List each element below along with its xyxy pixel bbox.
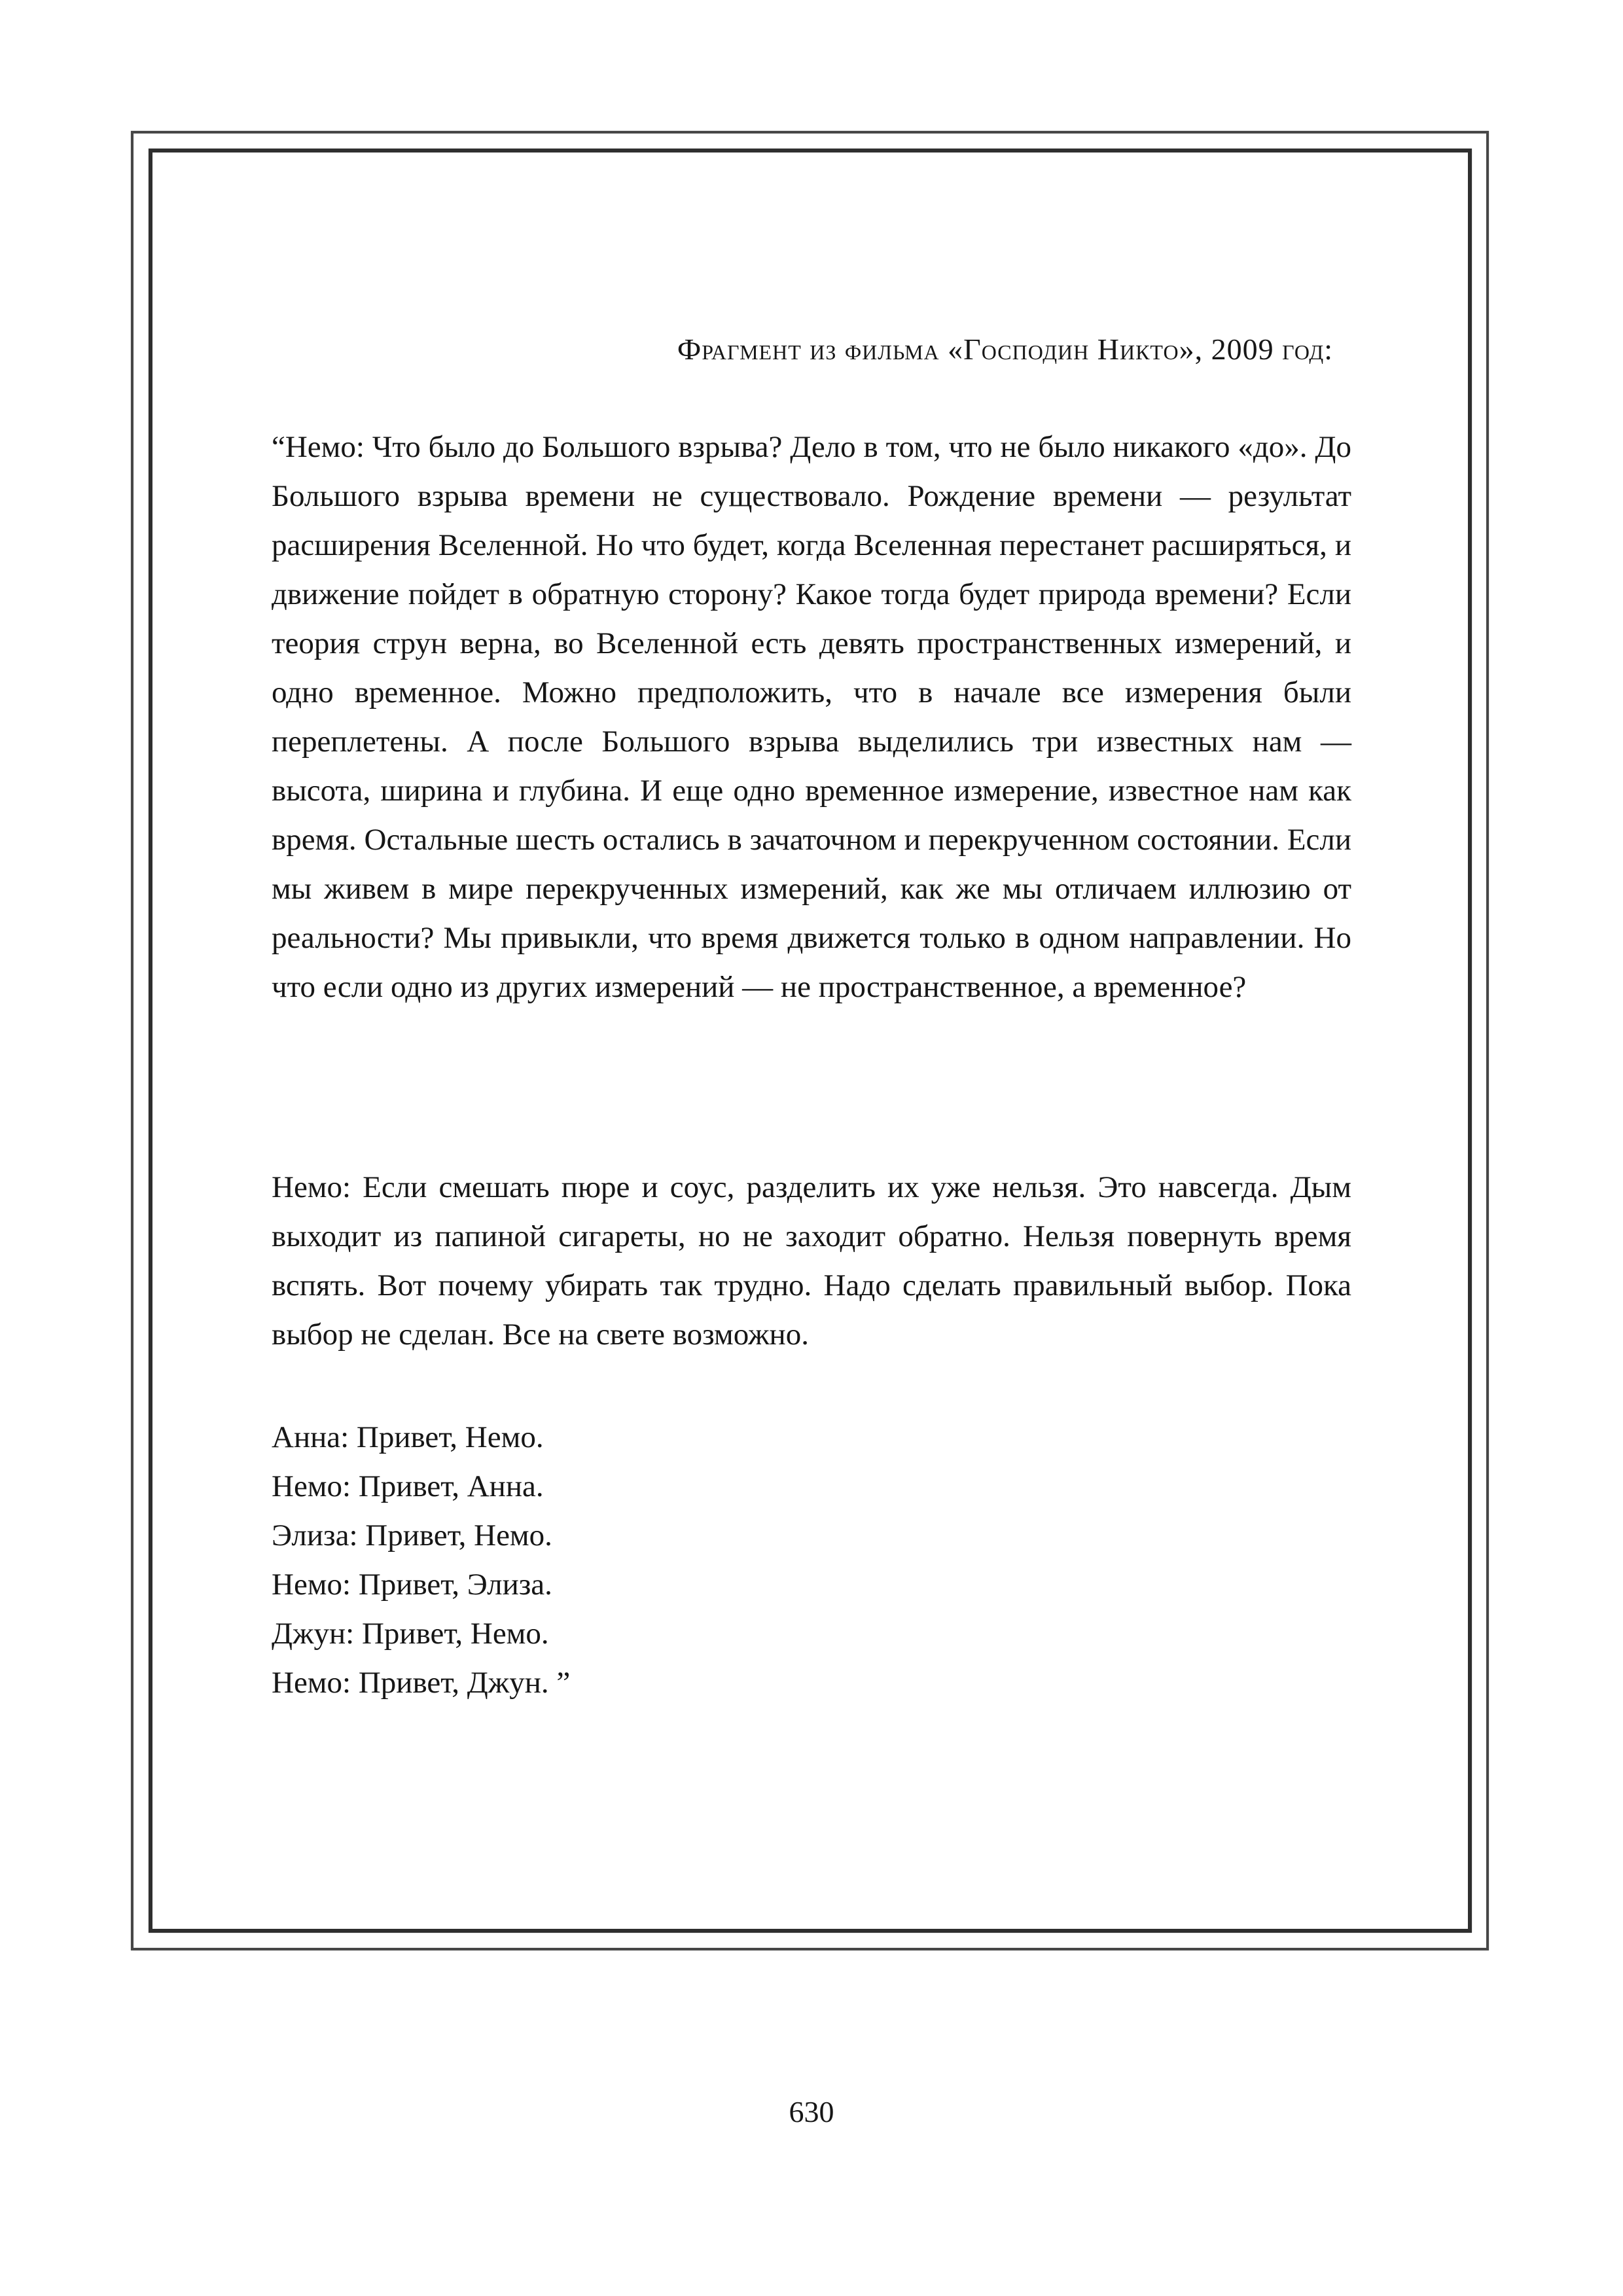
body-paragraph-monologue-1: “Немо: Что было до Большого взрыва? Дело в том, что не было никакого «до». До Большого взрыва времени не существовало. Рождение времени — результат расширения Вселенной. Но что будет, когда Вселенная перестанет расширяться, и движение пойдет в обратную сторону? Какое тогда будет природа времени? Если теория струн верна, во Вселенной есть девять пространственных измерений, и одно временное. Можно предположить, что в начале все измерения были переплетены. А после Большого взрыва выделились три известных нам — высота, ширина и глубина. И еще одно временное измерение, известное нам как время. Остальные шесть остались в зачаточном и перекрученном состоянии. Если мы живем в мире перекрученных измерений, как же мы отличаем иллюзию от реальности? Мы привыкли, что время движется только в одном направлении. Но что если одно из других измерений — не пространственное, а временное? bbox=[272, 430, 1351, 1004]
dialogue-line: Немо: Привет, Анна. bbox=[272, 1469, 544, 1503]
dialogue-line: Джун: Привет, Немо. bbox=[272, 1617, 549, 1651]
page-number: 630 bbox=[789, 2095, 834, 2128]
section-title: Фрагмент из фильма «Господин Никто», 2009 год: bbox=[677, 332, 1333, 366]
dialogue-line: Анна: Привет, Немо. bbox=[272, 1420, 544, 1454]
dialogue-line: Немо: Привет, Джун. ” bbox=[272, 1666, 571, 1700]
dialogue-line: Элиза: Привет, Немо. bbox=[272, 1518, 552, 1552]
body-paragraph-monologue-2: Немо: Если смешать пюре и соус, разделить их уже нельзя. Это навсегда. Дым выходит из папиной сигареты, но не заходит обратно. Нельзя повернуть время вспять. Вот почему убирать так трудно. Надо сделать правильный выбор. Пока выбор не сделан. Все на свете возможно. bbox=[272, 1170, 1351, 1352]
dialogue-line: Немо: Привет, Элиза. bbox=[272, 1568, 552, 1602]
dialogue-block bbox=[272, 1413, 1351, 1708]
